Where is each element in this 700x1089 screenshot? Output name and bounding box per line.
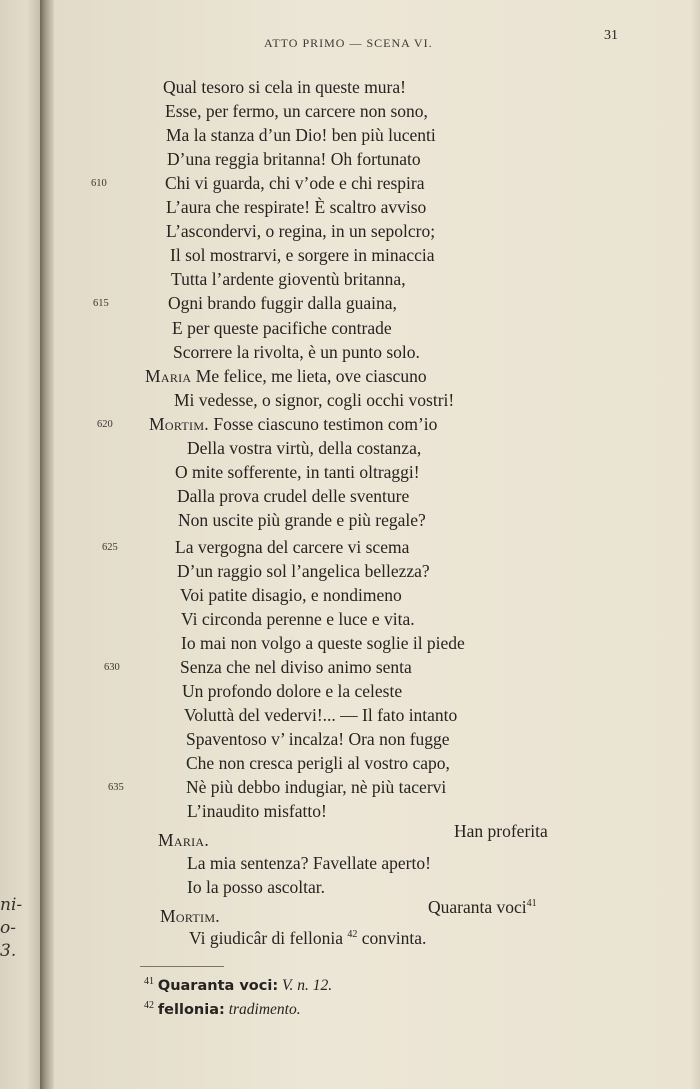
- verse-text: E per queste pacifiche contrade: [172, 318, 392, 338]
- verse-text: L’inaudito misfatto!: [187, 801, 327, 821]
- verse-line: [149, 414, 437, 435]
- verse-line: [175, 462, 420, 483]
- verse-line: [174, 390, 454, 411]
- speaker-label: Maria: [145, 366, 192, 386]
- verse-line: [166, 197, 426, 218]
- line-number: 610: [91, 178, 107, 189]
- verse-text: Senza che nel diviso animo senta: [180, 657, 412, 677]
- verse-line: [182, 681, 402, 702]
- verse-line: [181, 633, 465, 654]
- verse-line: [184, 705, 457, 726]
- verse-text: Voluttà del vedervi!... — Il fato intanto: [184, 705, 458, 725]
- verse-text: Dalla prova crudel delle sventure: [177, 486, 410, 506]
- verse-text: Spaventoso v’ incalza! Ora non fugge: [186, 729, 450, 749]
- footnote: $^{42}$ fellonia: tradimento.: [144, 999, 301, 1018]
- verse-text: Nè più debbo indugiar, nè più tacervi: [186, 777, 447, 797]
- verse-line: [145, 366, 427, 387]
- verse-text: Vi circonda perenne e luce e vita.: [181, 609, 415, 629]
- verse-line: Quaranta voci$^{41}$: [428, 897, 537, 917]
- verse-line: La mia sentenza? Favellate aperto!: [187, 853, 431, 873]
- verse-line: [180, 585, 402, 606]
- verse-text: Io mai non volgo a queste soglie il piede: [181, 633, 465, 653]
- verse-text: D’una reggia britanna! Oh fortunato: [167, 149, 421, 169]
- line-number: 630: [104, 662, 120, 673]
- verse-text: O mite sofferente, in tanti oltraggi!: [175, 462, 420, 482]
- verse-line: [187, 438, 421, 459]
- verse-line: [177, 561, 430, 582]
- verse-text: Voi patite disagio, e nondimeno: [180, 585, 402, 605]
- verse-line: [167, 149, 421, 170]
- speaker-label: Mortim.: [149, 414, 209, 434]
- page-edge-shadow: [690, 0, 700, 1089]
- speaker-label: Maria.: [158, 830, 210, 850]
- footnote: $^{41}$ Quaranta voci: V. n. 12.: [144, 975, 333, 994]
- footnote-reference: 41: [526, 898, 537, 910]
- verse-line: [175, 537, 409, 558]
- footnote-divider: [140, 966, 224, 967]
- verse-text: Fosse ciascuno testimon com’io: [213, 414, 438, 434]
- verse-text: Me felice, me lieta, ove ciascuno: [195, 366, 427, 386]
- verse-line: [178, 510, 426, 531]
- speaker-label: Mortim.: [160, 906, 220, 926]
- verse-line: [186, 729, 450, 750]
- verse-text: L’ascondervi, o regina, in un sepolcro;: [166, 221, 436, 241]
- verse-text: Il sol mostrarvi, e sorgere in minaccia: [170, 245, 435, 265]
- verse-line: [171, 269, 406, 290]
- verse-text: Esse, per fermo, un carcere non sono,: [165, 101, 428, 121]
- verse-text: La vergogna del carcere vi scema: [175, 537, 410, 557]
- verse-text: D’un raggio sol l’angelica bellezza?: [177, 561, 430, 581]
- verse-line: [181, 609, 415, 630]
- verse-line: [172, 318, 392, 339]
- verse-text: Qual tesoro si cela in queste mura!: [163, 77, 406, 97]
- verse-line: [180, 657, 412, 678]
- verse-text: Ma la stanza d’un Dio! ben più lucenti: [166, 125, 436, 145]
- verse-line: [168, 293, 397, 314]
- verse-line: [187, 801, 327, 822]
- verse-text: Tutta l’ardente gioventù britanna,: [171, 269, 406, 289]
- book-gutter: [40, 0, 54, 1089]
- verse-line: [166, 125, 436, 146]
- verse-line: [186, 777, 446, 798]
- verse-text: Che non cresca perigli al vostro capo,: [186, 753, 450, 773]
- verse-line: [186, 753, 450, 774]
- line-number: 625: [102, 542, 118, 553]
- verse-line: [163, 77, 406, 98]
- verse-line: [166, 221, 435, 242]
- verse-line: Io la posso ascoltar.: [187, 877, 326, 897]
- footnote-reference: 42: [347, 929, 358, 941]
- verse-line: [165, 173, 425, 194]
- verse-line: [177, 486, 409, 507]
- verse-text: Chi vi guarda, chi v’ode e chi respira: [165, 173, 425, 193]
- verse-text: Mi vedesse, o signor, cogli occhi vostri!: [174, 390, 455, 410]
- verse-text: Non uscite più grande e più regale?: [178, 510, 426, 530]
- verse-line: [165, 101, 428, 122]
- line-number: 635: [108, 782, 124, 793]
- verse-line: Vi giudicâr di fellonia $^{42}$ convinta.: [189, 928, 427, 948]
- verse-text: Scorrere la rivolta, è un punto solo.: [173, 342, 420, 362]
- verse-text: Ogni brando fuggir dalla guaina,: [168, 293, 397, 313]
- line-number: 620: [97, 419, 113, 430]
- facing-page-fragment: o-: [0, 918, 16, 938]
- verse-line: [170, 245, 435, 266]
- running-head: ATTO PRIMO — SCENA VI.: [264, 36, 433, 50]
- page-number: 31: [604, 28, 618, 43]
- verse-text: Un profondo dolore e la celeste: [182, 681, 403, 701]
- verse-text: Della vostra virtù, della costanza,: [187, 438, 422, 458]
- verse-line: [173, 342, 420, 363]
- line-number: 615: [93, 298, 109, 309]
- verse-line: Han proferita: [454, 821, 548, 841]
- facing-page-fragment: 3.: [0, 941, 17, 961]
- facing-page-fragment: ni-: [0, 895, 23, 915]
- verse-text: L’aura che respirate! È scaltro avviso: [166, 197, 427, 217]
